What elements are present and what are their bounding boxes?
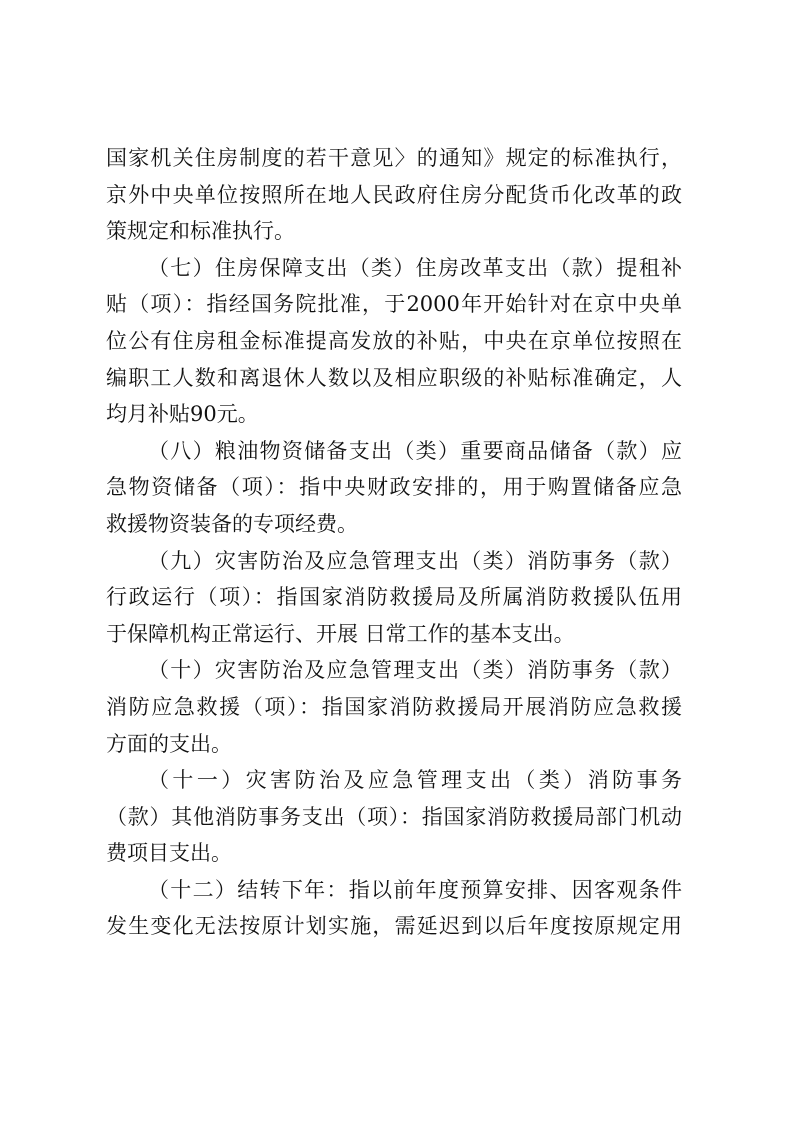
text-line: （款）其他消防事务支出（项）：指国家消防救援局部门机动 [106, 804, 682, 829]
text-line: 贴（项）：指经国务院批准，于2000年开始针对在京中央单 [106, 292, 682, 317]
text-line: 救援物资装备的专项经费。 [106, 511, 358, 536]
text-line: 方面的支出。 [106, 731, 232, 756]
text-line: 策规定和标准执行。 [106, 219, 295, 244]
section-7-heading-line: （七）住房保障支出（类）住房改革支出（款）提租补 [148, 255, 682, 280]
text-line: 国家机关住房制度的若干意见〉的通知》规定的标准执行， [106, 146, 682, 170]
text-line: 费项目支出。 [106, 841, 232, 866]
text-line: 消防应急救援（项）：指国家消防救援局开展消防应急救援 [106, 694, 682, 719]
text-line: 编职工人数和离退休人数以及相应职级的补贴标准确定，人 [106, 365, 682, 390]
section-12-heading-line: （十二）结转下年：指以前年度预算安排、因客观条件 [148, 877, 682, 902]
text-line: 于保障机构正常运行、开展 日常工作的基本支出。 [106, 621, 575, 646]
text-line: 急物资储备（项）：指中央财政安排的，用于购置储备应急 [106, 475, 682, 500]
document-body [106, 140, 682, 945]
section-8-heading-line: （八）粮油物资储备支出（类）重要商品储备（款）应 [148, 438, 682, 463]
section-10-heading-line: （十）灾害防治及应急管理支出（类）消防事务（款） [148, 658, 682, 683]
section-9-heading-line: （九）灾害防治及应急管理支出（类）消防事务（款） [148, 548, 682, 573]
section-11-heading-line: （十一）灾害防治及应急管理支出（类）消防事务 [148, 768, 682, 793]
text-line: 发生变化无法按原计划实施，需延迟到以后年度按原规定用 [106, 914, 682, 939]
text-line: 均月补贴90元。 [106, 402, 259, 427]
text-line: 京外中央单位按照所在地人民政府住房分配货币化改革的政 [106, 182, 682, 207]
text-line: 位公有住房租金标准提高发放的补贴，中央在京单位按照在 [106, 328, 682, 353]
text-line: 行政运行（项）：指国家消防救援局及所属消防救援队伍用 [106, 585, 682, 610]
